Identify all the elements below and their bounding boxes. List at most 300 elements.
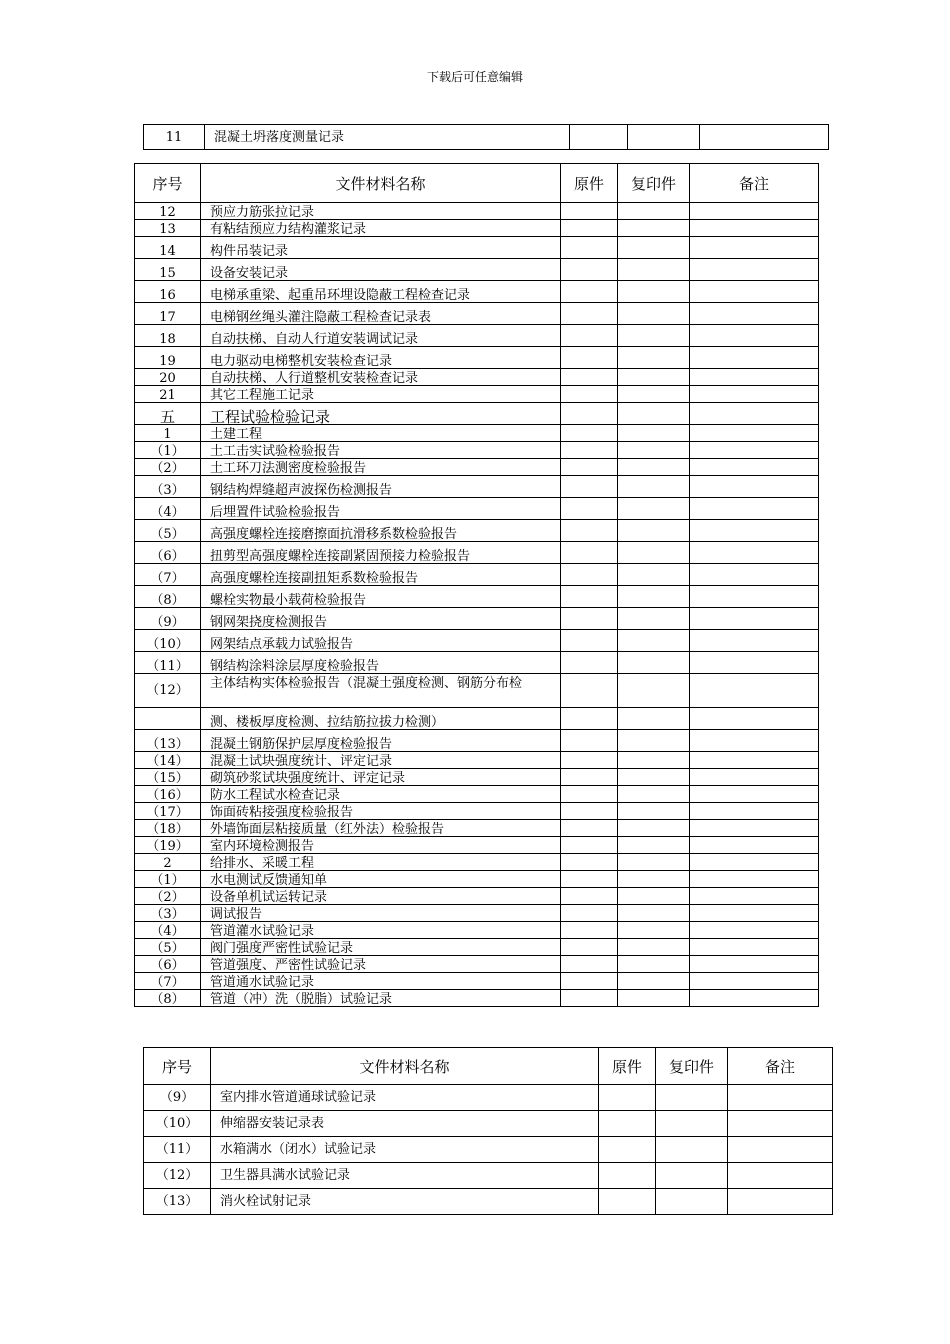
row-name: 调试报告	[201, 905, 561, 922]
row-seq: 五	[135, 403, 201, 425]
copy-cell	[618, 786, 690, 803]
table-row	[144, 1111, 833, 1137]
remark-cell	[690, 854, 819, 871]
original-cell	[561, 608, 618, 630]
table-row	[144, 125, 829, 150]
table-row	[135, 708, 819, 730]
original-cell	[561, 973, 618, 990]
row-name: 伸缩器安装记录表	[211, 1111, 599, 1137]
row-name: 砌筑砂浆试块强度统计、评定记录	[201, 769, 561, 786]
row-seq: （19）	[135, 837, 201, 854]
table-row	[135, 542, 819, 564]
table-row	[135, 203, 819, 220]
remark-cell	[690, 586, 819, 608]
remark-cell	[690, 674, 819, 708]
original-cell	[561, 854, 618, 871]
row-seq: （10）	[135, 630, 201, 652]
original-cell	[561, 203, 618, 220]
header-seq: 序号	[135, 164, 201, 203]
remark-cell	[690, 442, 819, 459]
table-row	[135, 303, 819, 325]
remark-cell	[690, 837, 819, 854]
table-row	[135, 459, 819, 476]
remark-cell	[690, 708, 819, 730]
original-cell	[599, 1163, 656, 1189]
original-cell	[561, 586, 618, 608]
row-name: 土建工程	[201, 425, 561, 442]
copy-cell	[618, 752, 690, 769]
row-name: 主体结构实体检验报告（混凝土强度检测、钢筋分布检	[201, 674, 561, 708]
row-seq: （9）	[135, 608, 201, 630]
remark-cell	[690, 403, 819, 425]
row-seq: （6）	[135, 956, 201, 973]
original-cell	[561, 220, 618, 237]
remark-cell	[690, 608, 819, 630]
remark-cell	[690, 542, 819, 564]
remark-cell	[728, 1085, 833, 1111]
table-row	[135, 820, 819, 837]
row-name: 混凝土试块强度统计、评定记录	[201, 752, 561, 769]
copy-cell	[618, 476, 690, 498]
remark-cell	[690, 347, 819, 369]
copy-cell	[618, 652, 690, 674]
row-seq: （13）	[135, 730, 201, 752]
copy-cell	[618, 871, 690, 888]
remark-cell	[690, 630, 819, 652]
original-cell	[561, 956, 618, 973]
row-seq: （3）	[135, 905, 201, 922]
table-row	[135, 730, 819, 752]
copy-cell	[656, 1189, 728, 1215]
row-seq: （13）	[144, 1189, 211, 1215]
row-seq	[135, 708, 201, 730]
copy-cell	[618, 630, 690, 652]
row-name: 防水工程试水检查记录	[201, 786, 561, 803]
row-name: 卫生器具满水试验记录	[211, 1163, 599, 1189]
table-row	[135, 752, 819, 769]
remark-cell	[728, 1111, 833, 1137]
original-cell	[561, 752, 618, 769]
remark-cell	[690, 425, 819, 442]
row-name: 自动扶梯、人行道整机安装检查记录	[201, 369, 561, 386]
header-original: 原件	[599, 1048, 656, 1085]
row-seq: （1）	[135, 871, 201, 888]
table-row	[135, 854, 819, 871]
table-row	[135, 905, 819, 922]
row-seq: （12）	[144, 1163, 211, 1189]
row-seq: 2	[135, 854, 201, 871]
row-name: 钢网架挠度检测报告	[201, 608, 561, 630]
original-cell	[561, 425, 618, 442]
remark-cell	[690, 459, 819, 476]
remark-cell	[690, 769, 819, 786]
remark-cell	[690, 281, 819, 303]
remark-cell	[690, 386, 819, 403]
copy-cell	[618, 386, 690, 403]
header-note: 下载后可任意编辑	[426, 70, 523, 84]
row-name: 管道强度、严密性试验记录	[201, 956, 561, 973]
original-cell	[570, 125, 628, 150]
table-row	[135, 871, 819, 888]
row-name: 设备单机试运转记录	[201, 888, 561, 905]
continuation-table-body	[144, 1085, 833, 1215]
remark-cell	[690, 498, 819, 520]
row-name: 设备安装记录	[201, 259, 561, 281]
remark-cell	[690, 730, 819, 752]
remark-cell	[700, 125, 829, 150]
table-row	[135, 586, 819, 608]
copy-cell	[618, 608, 690, 630]
main-table-body	[135, 203, 819, 1007]
header-seq: 序号	[144, 1048, 211, 1085]
remark-cell	[690, 990, 819, 1007]
copy-cell	[656, 1137, 728, 1163]
remark-cell	[690, 259, 819, 281]
table-row	[135, 786, 819, 803]
original-cell	[561, 820, 618, 837]
table-row	[135, 608, 819, 630]
copy-cell	[656, 1111, 728, 1137]
copy-cell	[618, 303, 690, 325]
table-row	[135, 990, 819, 1007]
original-cell	[561, 803, 618, 820]
row-name: 钢结构涂料涂层厚度检验报告	[201, 652, 561, 674]
copy-cell	[618, 837, 690, 854]
row-name: 管道通水试验记录	[201, 973, 561, 990]
copy-cell	[618, 498, 690, 520]
original-cell	[561, 769, 618, 786]
table-header-row	[144, 1048, 833, 1085]
copy-cell	[618, 520, 690, 542]
row-seq: （4）	[135, 922, 201, 939]
copy-cell	[618, 990, 690, 1007]
original-cell	[561, 905, 618, 922]
row-name: 测、楼板厚度检测、拉结筋拉拔力检测）	[201, 708, 561, 730]
copy-cell	[618, 459, 690, 476]
table-row	[135, 769, 819, 786]
row-seq: （7）	[135, 973, 201, 990]
row-seq: （4）	[135, 498, 201, 520]
original-cell	[561, 652, 618, 674]
table-row	[144, 1085, 833, 1111]
original-cell	[561, 564, 618, 586]
copy-cell	[618, 442, 690, 459]
copy-cell	[618, 403, 690, 425]
table-row	[135, 403, 819, 425]
original-cell	[561, 520, 618, 542]
row-name: 有粘结预应力结构灌浆记录	[201, 220, 561, 237]
table-row	[135, 652, 819, 674]
row-name: 工程试验检验记录	[201, 403, 561, 425]
header-remark: 备注	[728, 1048, 833, 1085]
copy-cell	[618, 237, 690, 259]
table-row	[135, 442, 819, 459]
row-name: 管道（冲）洗（脱脂）试验记录	[201, 990, 561, 1007]
row-name: 室内环境检测报告	[201, 837, 561, 854]
row-seq: 21	[135, 386, 201, 403]
row-name: 混凝土钢筋保护层厚度检验报告	[201, 730, 561, 752]
row-seq: 15	[135, 259, 201, 281]
table-row	[135, 347, 819, 369]
row-seq: 11	[144, 125, 205, 150]
row-name: 高强度螺栓连接副扭矩系数检验报告	[201, 564, 561, 586]
row-name: 消火栓试射记录	[211, 1189, 599, 1215]
row-name: 预应力筋张拉记录	[201, 203, 561, 220]
original-cell	[561, 442, 618, 459]
copy-cell	[618, 888, 690, 905]
original-cell	[561, 837, 618, 854]
copy-cell	[618, 425, 690, 442]
original-cell	[599, 1137, 656, 1163]
row-name: 管道灌水试验记录	[201, 922, 561, 939]
remark-cell	[690, 520, 819, 542]
row-seq: （9）	[144, 1085, 211, 1111]
table-row	[144, 1163, 833, 1189]
row-seq: （6）	[135, 542, 201, 564]
header-original: 原件	[561, 164, 618, 203]
row-name: 后埋置件试验检验报告	[201, 498, 561, 520]
copy-cell	[618, 905, 690, 922]
header-name: 文件材料名称	[211, 1048, 599, 1085]
row-name: 水箱满水（闭水）试验记录	[211, 1137, 599, 1163]
row-seq: （16）	[135, 786, 201, 803]
original-cell	[561, 347, 618, 369]
original-cell	[599, 1111, 656, 1137]
copy-cell	[618, 973, 690, 990]
original-cell	[561, 630, 618, 652]
copy-cell	[618, 854, 690, 871]
top-continuation-table	[143, 124, 829, 150]
row-name: 钢结构焊缝超声波探伤检测报告	[201, 476, 561, 498]
original-cell	[561, 259, 618, 281]
remark-cell	[690, 303, 819, 325]
row-seq: 1	[135, 425, 201, 442]
remark-cell	[690, 476, 819, 498]
row-seq: （2）	[135, 888, 201, 905]
header-copy: 复印件	[656, 1048, 728, 1085]
table-row	[135, 674, 819, 708]
remark-cell	[690, 905, 819, 922]
row-name: 扭剪型高强度螺栓连接副紧固预接力检验报告	[201, 542, 561, 564]
copy-cell	[618, 220, 690, 237]
original-cell	[561, 386, 618, 403]
copy-cell	[628, 125, 700, 150]
table-row	[135, 237, 819, 259]
row-seq: （15）	[135, 769, 201, 786]
table-row	[135, 973, 819, 990]
row-seq: （10）	[144, 1111, 211, 1137]
copy-cell	[618, 542, 690, 564]
remark-cell	[690, 803, 819, 820]
table-row	[135, 922, 819, 939]
copy-cell	[618, 922, 690, 939]
row-seq: 12	[135, 203, 201, 220]
row-seq: （11）	[144, 1137, 211, 1163]
remark-cell	[728, 1137, 833, 1163]
row-seq: 14	[135, 237, 201, 259]
copy-cell	[618, 369, 690, 386]
copy-cell	[618, 259, 690, 281]
copy-cell	[618, 956, 690, 973]
table-row	[135, 425, 819, 442]
copy-cell	[656, 1085, 728, 1111]
table-row	[135, 956, 819, 973]
remark-cell	[690, 786, 819, 803]
row-seq: （8）	[135, 990, 201, 1007]
original-cell	[561, 922, 618, 939]
table-row	[135, 520, 819, 542]
row-seq: （2）	[135, 459, 201, 476]
row-seq: 13	[135, 220, 201, 237]
original-cell	[561, 542, 618, 564]
remark-cell	[690, 922, 819, 939]
remark-cell	[728, 1189, 833, 1215]
table-row	[135, 803, 819, 820]
table-row	[135, 386, 819, 403]
table-row	[135, 259, 819, 281]
remark-cell	[690, 973, 819, 990]
row-name: 阀门强度严密性试验记录	[201, 939, 561, 956]
original-cell	[561, 403, 618, 425]
row-name: 螺栓实物最小载荷检验报告	[201, 586, 561, 608]
table-header-row	[135, 164, 819, 203]
row-seq: 18	[135, 325, 201, 347]
original-cell	[561, 237, 618, 259]
table-row	[135, 837, 819, 854]
table-row	[135, 369, 819, 386]
row-name: 其它工程施工记录	[201, 386, 561, 403]
table-row	[135, 220, 819, 237]
copy-cell	[618, 820, 690, 837]
copy-cell	[618, 674, 690, 708]
remark-cell	[690, 939, 819, 956]
table-row	[135, 564, 819, 586]
row-seq: （5）	[135, 520, 201, 542]
table-row	[135, 325, 819, 347]
row-name: 土工击实试验检验报告	[201, 442, 561, 459]
row-seq: （17）	[135, 803, 201, 820]
copy-cell	[618, 803, 690, 820]
header-copy: 复印件	[618, 164, 690, 203]
row-name: 饰面砖粘接强度检验报告	[201, 803, 561, 820]
main-file-list-table	[134, 163, 819, 1007]
remark-cell	[690, 237, 819, 259]
remark-cell	[690, 220, 819, 237]
original-cell	[561, 939, 618, 956]
row-name: 电梯承重梁、起重吊环埋设隐蔽工程检查记录	[201, 281, 561, 303]
row-seq: 16	[135, 281, 201, 303]
row-seq: 20	[135, 369, 201, 386]
row-name: 高强度螺栓连接磨擦面抗滑移系数检验报告	[201, 520, 561, 542]
table-row	[135, 630, 819, 652]
original-cell	[561, 303, 618, 325]
remark-cell	[728, 1163, 833, 1189]
row-name: 外墙饰面层粘接质量（红外法）检验报告	[201, 820, 561, 837]
original-cell	[561, 369, 618, 386]
original-cell	[561, 476, 618, 498]
copy-cell	[618, 203, 690, 220]
row-name: 土工环刀法测密度检验报告	[201, 459, 561, 476]
copy-cell	[618, 325, 690, 347]
continuation-file-list-table	[143, 1047, 833, 1215]
copy-cell	[618, 347, 690, 369]
row-name: 电力驱动电梯整机安装检查记录	[201, 347, 561, 369]
table-row	[135, 888, 819, 905]
copy-cell	[618, 586, 690, 608]
copy-cell	[618, 281, 690, 303]
original-cell	[561, 325, 618, 347]
original-cell	[599, 1085, 656, 1111]
original-cell	[561, 888, 618, 905]
remark-cell	[690, 325, 819, 347]
row-name: 室内排水管道通球试验记录	[211, 1085, 599, 1111]
row-seq: （14）	[135, 752, 201, 769]
remark-cell	[690, 752, 819, 769]
original-cell	[561, 708, 618, 730]
original-cell	[561, 281, 618, 303]
row-name: 混凝土坍落度测量记录	[205, 125, 570, 150]
remark-cell	[690, 652, 819, 674]
copy-cell	[618, 769, 690, 786]
row-name: 网架结点承载力试验报告	[201, 630, 561, 652]
row-seq: （8）	[135, 586, 201, 608]
remark-cell	[690, 564, 819, 586]
original-cell	[561, 674, 618, 708]
copy-cell	[618, 708, 690, 730]
remark-cell	[690, 203, 819, 220]
row-seq: （5）	[135, 939, 201, 956]
table-row	[144, 1137, 833, 1163]
row-name: 给排水、采暖工程	[201, 854, 561, 871]
row-name: 构件吊装记录	[201, 237, 561, 259]
row-seq: （1）	[135, 442, 201, 459]
row-seq: （18）	[135, 820, 201, 837]
copy-cell	[656, 1163, 728, 1189]
original-cell	[599, 1189, 656, 1215]
table-row	[135, 939, 819, 956]
table-row	[135, 498, 819, 520]
table-row	[144, 1189, 833, 1215]
original-cell	[561, 730, 618, 752]
row-seq: （3）	[135, 476, 201, 498]
remark-cell	[690, 956, 819, 973]
copy-cell	[618, 564, 690, 586]
header-name: 文件材料名称	[201, 164, 561, 203]
remark-cell	[690, 820, 819, 837]
remark-cell	[690, 369, 819, 386]
row-seq: 19	[135, 347, 201, 369]
copy-cell	[618, 939, 690, 956]
row-seq: （11）	[135, 652, 201, 674]
row-name: 电梯钢丝绳头灌注隐蔽工程检查记录表	[201, 303, 561, 325]
header-remark: 备注	[690, 164, 819, 203]
row-name: 水电测试反馈通知单	[201, 871, 561, 888]
original-cell	[561, 498, 618, 520]
copy-cell	[618, 730, 690, 752]
table-row	[135, 281, 819, 303]
row-seq: （12）	[135, 674, 201, 708]
row-seq: 17	[135, 303, 201, 325]
row-name: 自动扶梯、自动人行道安装调试记录	[201, 325, 561, 347]
table-row	[135, 476, 819, 498]
original-cell	[561, 459, 618, 476]
original-cell	[561, 786, 618, 803]
row-seq: （7）	[135, 564, 201, 586]
remark-cell	[690, 871, 819, 888]
remark-cell	[690, 888, 819, 905]
original-cell	[561, 990, 618, 1007]
original-cell	[561, 871, 618, 888]
